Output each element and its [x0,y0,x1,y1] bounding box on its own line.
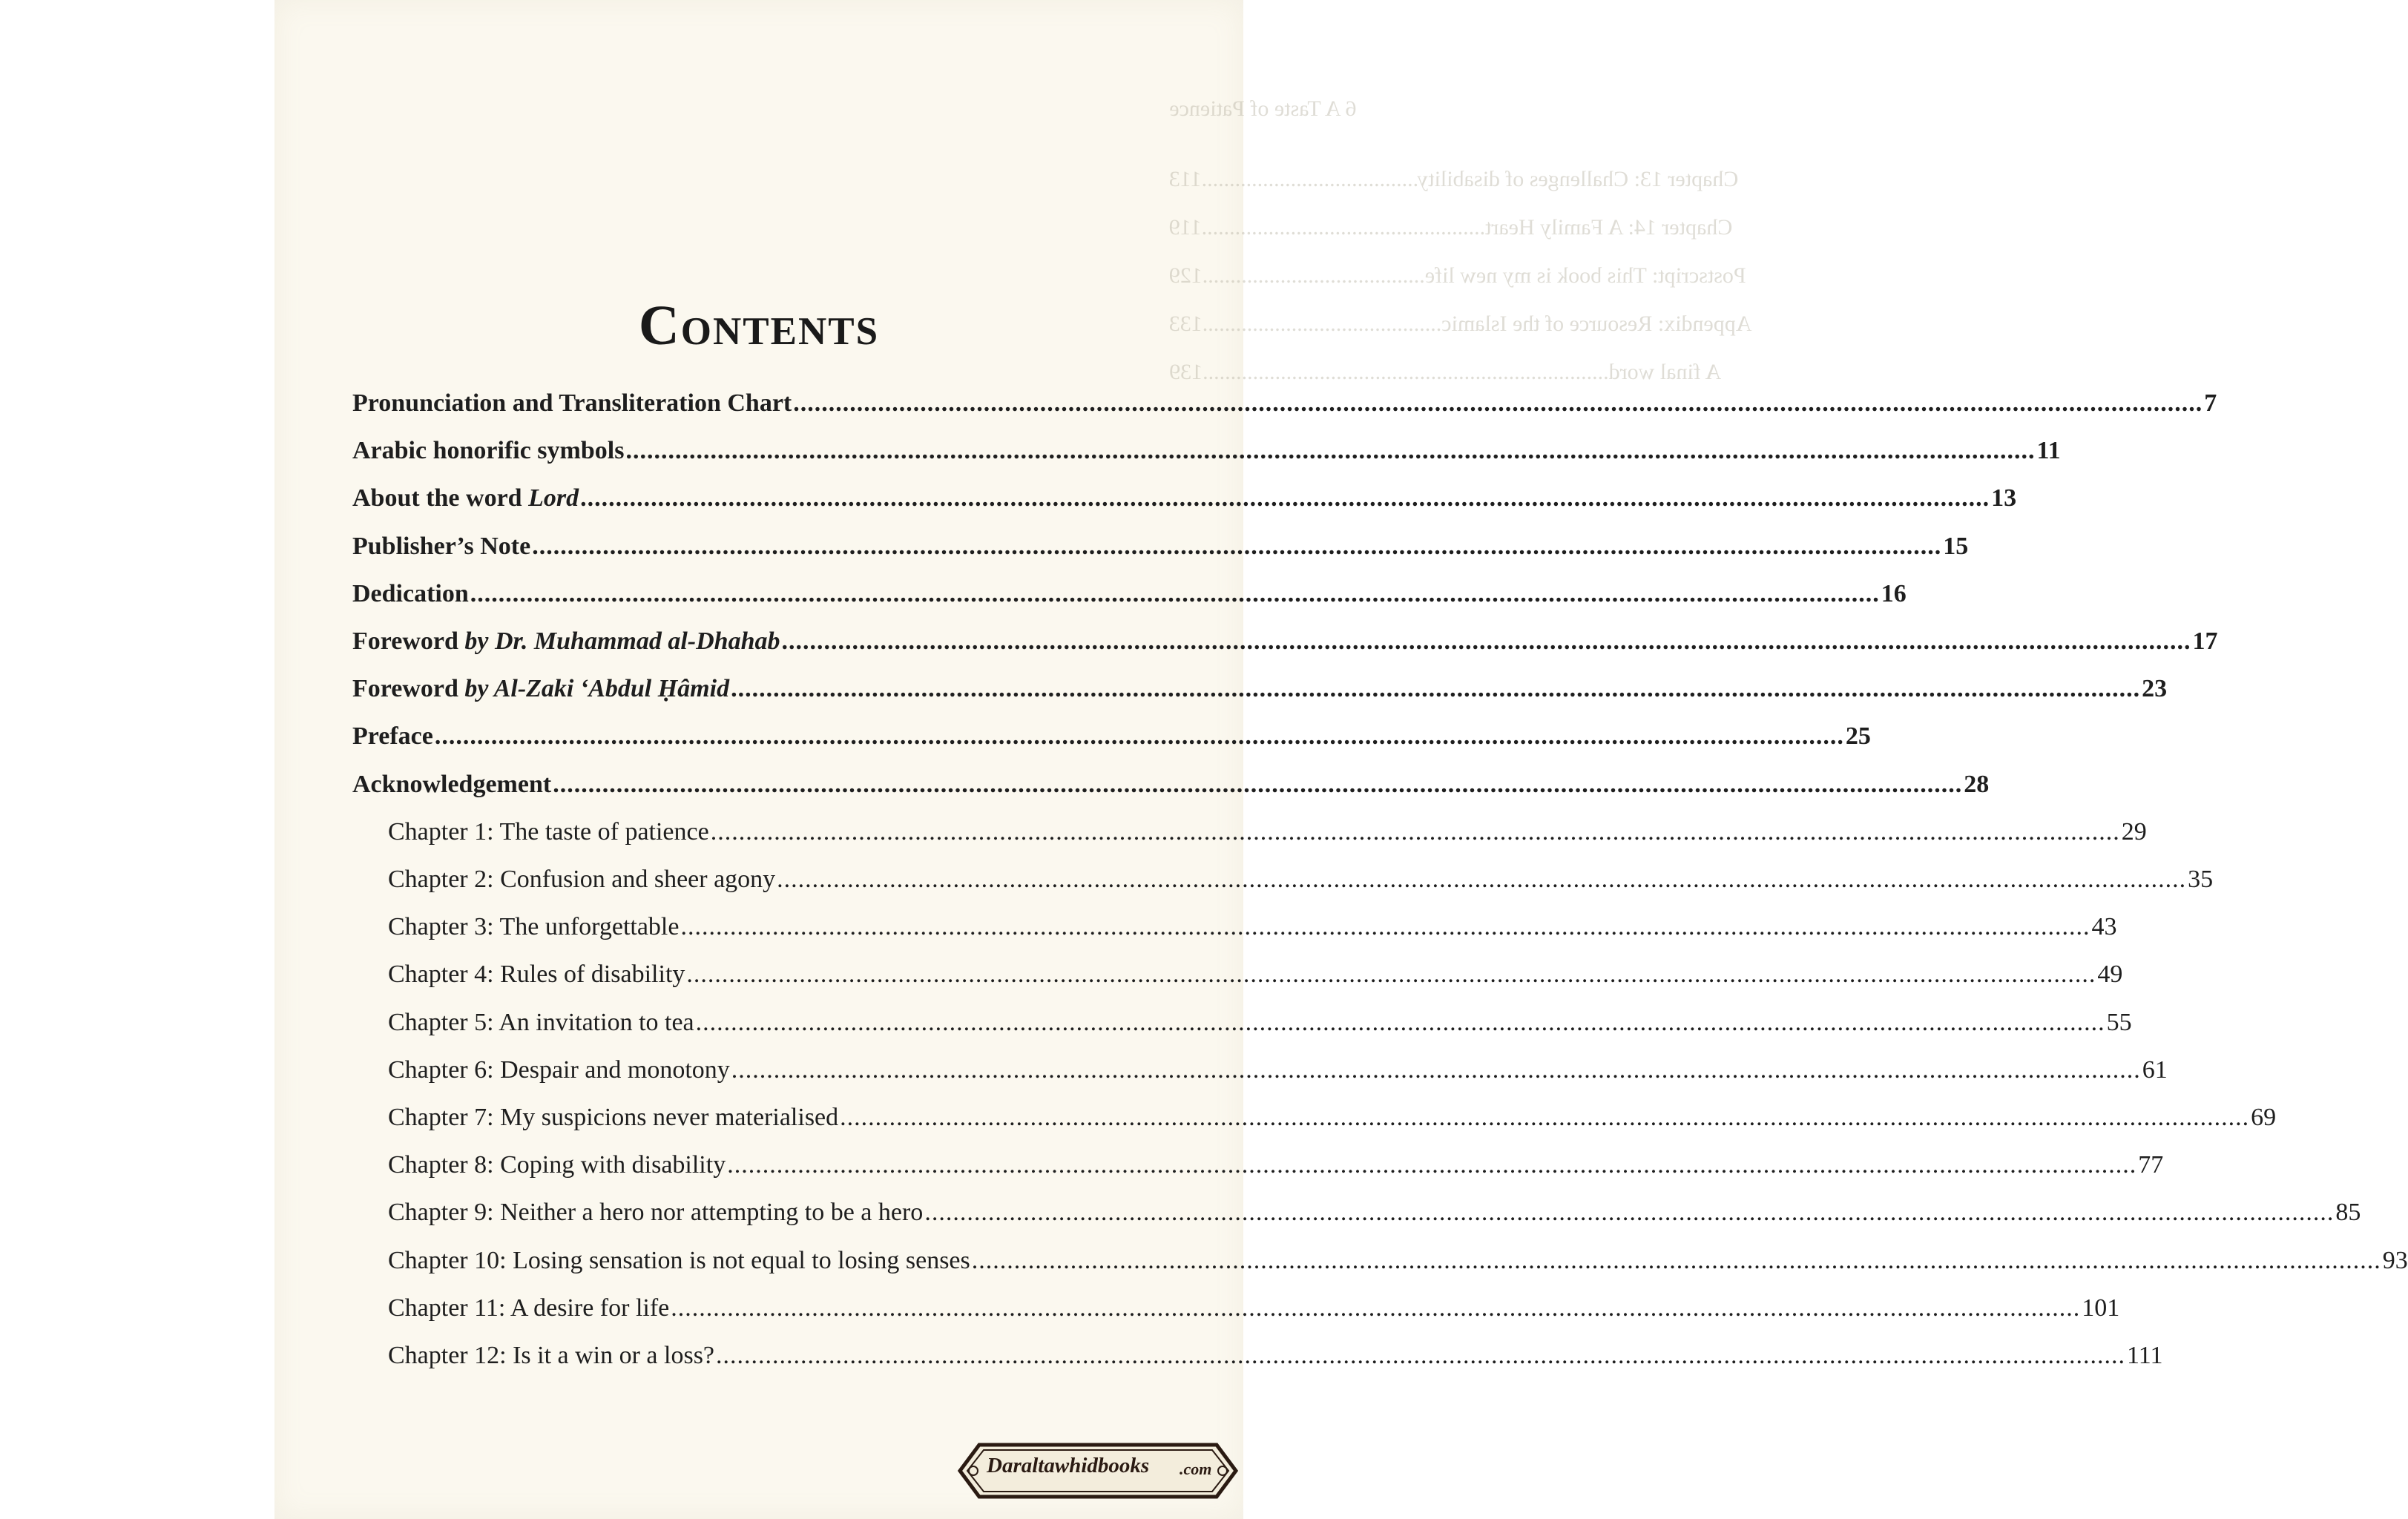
toc-entry-label: Publisher’s Note [352,532,531,560]
watermark-brand: Daraltawhidbooks [987,1454,1150,1477]
dot-leader [470,580,1880,608]
watermark-logo [957,1440,1239,1501]
dot-leader [793,389,2203,418]
toc-page-number: 17 [2192,627,2218,655]
toc-entry [352,675,2168,722]
watermark-suffix: .com [1180,1460,1212,1478]
toc-entry-label: Preface [352,722,433,751]
toc-entry-label: Chapter 9: Neither a hero nor attempting to be a hero [388,1199,924,1227]
toc-chapter-entry [388,1008,2132,1056]
toc-entry-label-italic: Lord [528,484,579,513]
toc-chapter-entry [388,913,2117,961]
dot-leader [777,866,2186,894]
toc-entry-label: Chapter 3: The unforgettable [388,913,680,941]
dot-leader [731,1056,2141,1084]
toc-entry [352,722,1871,770]
bleed-through-line: Chapter 14: A Family Heart...................................................119 [1169,215,1733,240]
toc-chapter-entry [388,866,2214,913]
toc-chapter-entry [388,1342,2163,1389]
toc-page-number: 49 [2097,961,2123,989]
toc-page-number: 35 [2188,866,2214,893]
toc-page-number: 7 [2204,389,2217,417]
toc-entry-label-italic: by Al-Zaki ‘Abdul Ḥâmid [464,675,730,703]
toc-entry [352,532,1969,580]
dot-leader [686,961,2096,989]
dot-leader [716,1342,2125,1370]
toc-entry [352,579,1907,627]
dot-leader [435,722,1844,751]
toc-entry [352,484,2017,532]
toc-entry-label-italic: by Dr. Muhammad al-Dhahab [464,627,780,655]
toc-page-number: 69 [2251,1104,2277,1131]
toc-entry-label [352,675,729,703]
toc-entry-label: Chapter 10: Losing sensation is not equal to losing senses [388,1246,970,1274]
toc-chapter-entry [388,817,2147,866]
toc-page-number: 29 [2121,817,2147,846]
toc-chapter-entry [388,1246,2408,1294]
toc-entry [352,770,1990,818]
toc-entry-label: Chapter 6: Despair and monotony [388,1055,730,1084]
book-page [274,0,2408,1519]
toc-entry-label: Acknowledgement [352,770,552,798]
dot-leader [696,1009,2105,1037]
toc-entry-label: Chapter 5: An invitation to tea [388,1008,694,1036]
toc-entry-label-text: Foreword [352,675,465,703]
toc-page-number: 93 [2382,1246,2408,1274]
dot-leader [711,818,2120,846]
toc-chapter-entry [388,1151,2164,1199]
bleed-through-line: 6 A Taste of Patience [1169,96,1357,121]
toc-chapter-entry [388,961,2123,1008]
dot-leader [840,1104,2249,1132]
bleed-through-line: A final word.........................................................................139 [1169,360,1722,384]
toc-page-number: 61 [2142,1055,2168,1084]
dot-leader [731,675,2140,703]
toc-page-number: 43 [2091,913,2117,941]
dot-leader [553,771,1962,799]
toc-entry-label: Dedication [352,579,469,607]
toc-entry-label [352,484,579,513]
toc-entry-label: Arabic honorific symbols [352,437,625,465]
dot-leader [924,1199,2334,1227]
toc-chapter-entry [388,1055,2168,1104]
toc-entry [352,627,2218,675]
toc-page-number: 11 [2036,437,2061,465]
toc-entry-label: Chapter 8: Coping with disability [388,1151,726,1179]
dot-leader [972,1247,2381,1275]
bleed-through-line: Appendix: Resource of the Islamic...........................................133 [1169,312,1752,336]
toc-page-number: 16 [1881,579,1907,607]
toc-entry-label: Chapter 4: Rules of disability [388,961,685,989]
toc-chapter-entry [388,1104,2277,1151]
bleed-through-line: Postscript: This book is my new life........................................129 [1169,263,1746,288]
toc-entry-label-text: About the word [352,484,529,513]
dot-leader [625,437,2035,465]
toc-entry [352,437,2061,484]
page-title: Contents [638,294,880,357]
toc-page-number: 85 [2335,1199,2361,1227]
toc-entry-label-text: Foreword [352,627,465,655]
toc-page-number: 15 [1943,532,1969,560]
toc-entry-label [352,627,780,656]
toc-entry-label: Chapter 11: A desire for life [388,1294,670,1322]
toc-page-number: 25 [1845,722,1871,751]
dot-leader [727,1151,2136,1179]
toc-entry-label: Pronunciation and Transliteration Chart [352,389,792,417]
toc-chapter-entry [388,1199,2361,1246]
toc-page-number: 55 [2106,1008,2132,1036]
toc-chapter-entry [388,1294,2120,1342]
toc-entry-label: Chapter 1: The taste of patience [388,817,709,846]
toc-entry-label: Chapter 7: My suspicions never materialised [388,1104,839,1131]
toc-entry-label: Chapter 2: Confusion and sheer agony [388,866,776,893]
dot-leader [680,913,2090,941]
bleed-through-line: Chapter 13: Challenges of disability.......................................113 [1169,167,1739,191]
dot-leader [781,627,2191,656]
toc-page-number: 28 [1964,770,1990,798]
toc-page-number: 111 [2127,1342,2163,1369]
dot-leader [671,1294,2080,1322]
toc-page-number: 13 [1991,484,2017,513]
dot-leader [580,484,1990,513]
toc-page-number: 77 [2138,1151,2164,1179]
toc-entry [352,389,2217,437]
toc-page-number: 101 [2082,1294,2120,1322]
toc-page-number: 23 [2142,675,2168,703]
toc-entry-label: Chapter 12: Is it a win or a loss? [388,1342,715,1369]
dot-leader [532,533,1941,561]
